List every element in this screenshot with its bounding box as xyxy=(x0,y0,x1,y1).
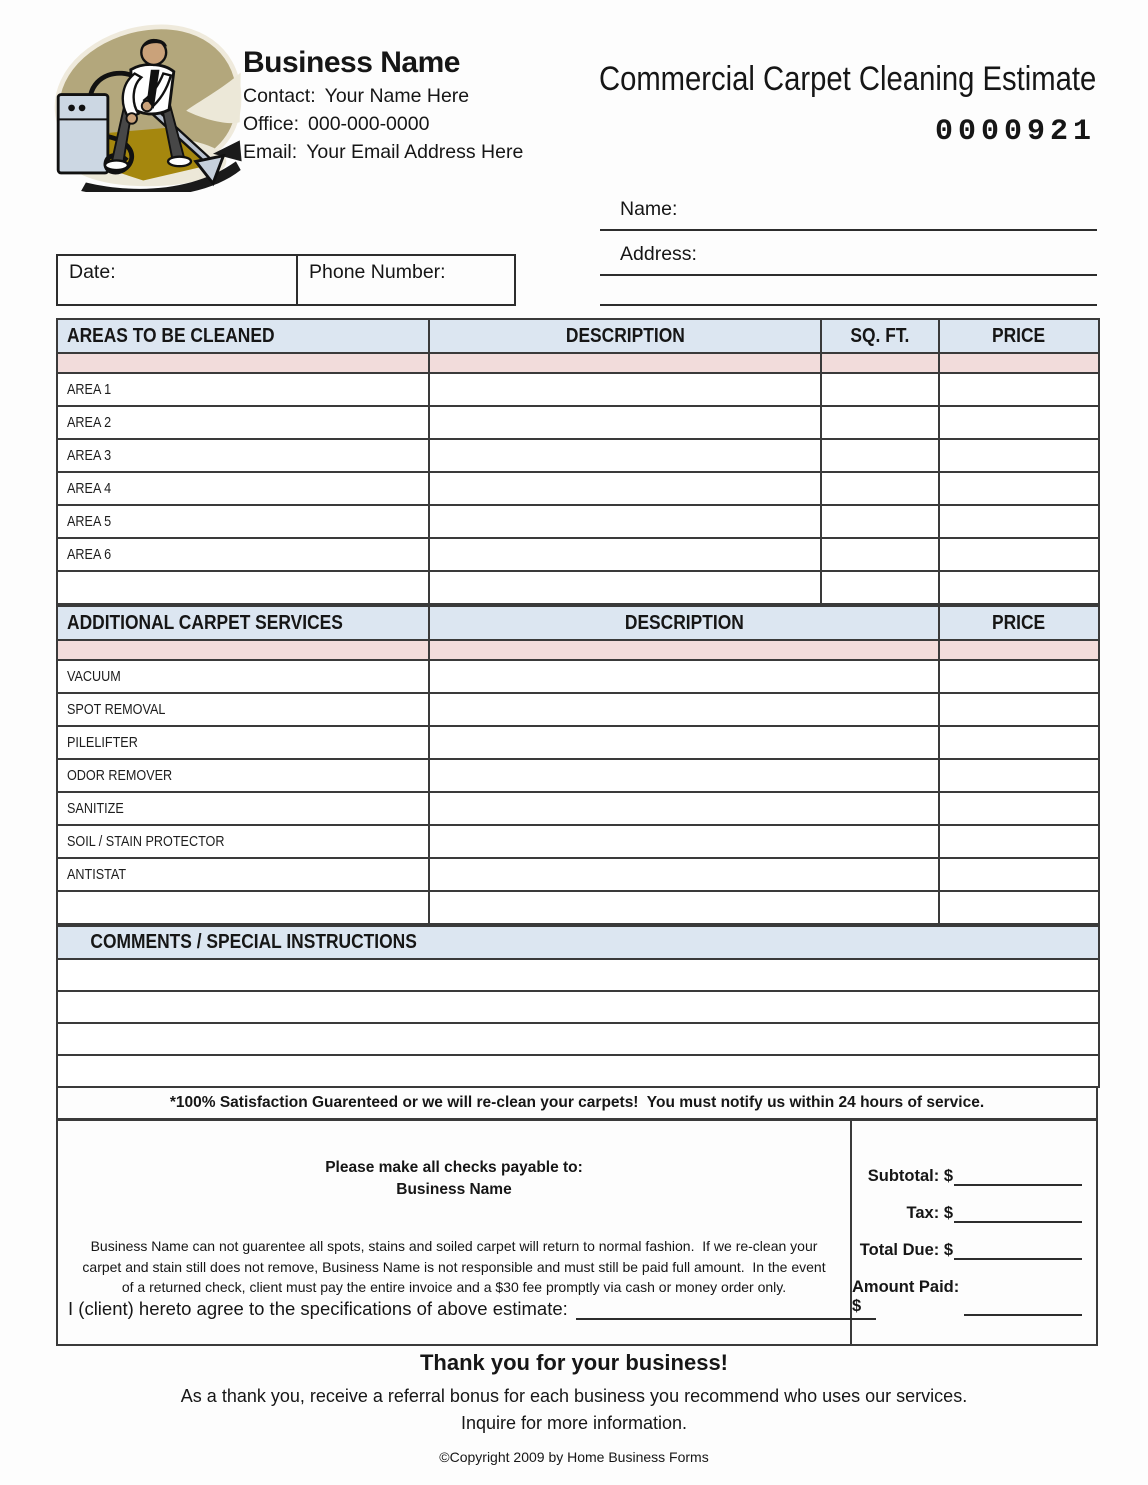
contact-value: Your Name Here xyxy=(324,85,470,107)
service-row-odor-remover: ODOR REMOVER xyxy=(57,759,1099,792)
tax-line xyxy=(954,1205,1082,1223)
copyright-notice: ©Copyright 2009 by Home Business Forms xyxy=(439,1449,709,1465)
service-row-vacuum: VACUUM xyxy=(57,660,1099,693)
checks-payable-line1: Please make all checks payable to: xyxy=(325,1159,583,1176)
tax-row xyxy=(852,1204,1096,1223)
price-header-cell: PRICE xyxy=(939,319,1099,353)
name-field-line xyxy=(600,198,1097,231)
area-row-2: AREA 2 xyxy=(57,406,1099,439)
areas-header-row xyxy=(57,319,1099,353)
amount-paid-line xyxy=(964,1298,1082,1316)
area-row-4: AREA 4 xyxy=(57,472,1099,505)
checks-payable-note xyxy=(58,1157,850,1200)
comments-blank-row xyxy=(57,1055,1099,1087)
phone-cell xyxy=(298,256,514,304)
agreement-section xyxy=(56,1119,1098,1346)
referral-bonus-message: As a thank you, receive a referral bonus for each business you recommend who uses our services. xyxy=(180,1386,968,1406)
services-price-header-cell: PRICE xyxy=(939,606,1099,640)
amount-paid-row xyxy=(852,1278,1096,1316)
inquire-message: Inquire for more information. xyxy=(460,1413,688,1433)
sqft-header-cell: SQ. FT. xyxy=(821,319,939,353)
address-label: Address: xyxy=(620,243,697,265)
services-header-cell: ADDITIONAL CARPET SERVICES xyxy=(57,606,429,640)
areas-header-cell: AREAS TO BE CLEANED xyxy=(57,319,429,353)
checks-payable-line2: Business Name xyxy=(396,1180,512,1198)
agreement-left-panel xyxy=(58,1121,852,1344)
services-accent-row xyxy=(57,640,1099,660)
services-header-row xyxy=(57,606,1099,640)
subtotal-line xyxy=(954,1168,1082,1186)
area-row-6: AREA 6 xyxy=(57,538,1099,571)
client-agreement-label: I (client) hereto agree to the specifications of above estimate: xyxy=(68,1298,568,1319)
comments-table xyxy=(56,925,1100,1088)
totals-panel xyxy=(852,1121,1096,1344)
total-due-line xyxy=(954,1242,1082,1260)
area-row-1: AREA 1 xyxy=(57,373,1099,406)
service-row-spot-removal: SPOT REMOVAL xyxy=(57,693,1099,726)
office-label: Office: xyxy=(243,113,299,135)
title-block xyxy=(518,60,1096,149)
areas-accent-row xyxy=(57,353,1099,373)
address-field-line xyxy=(600,243,1097,276)
document-title: Commercial Carpet Cleaning Estimate xyxy=(598,60,1096,98)
thank-you-message: Thank you for your business! xyxy=(419,1350,729,1375)
date-label: Date: xyxy=(69,261,116,283)
subtotal-label: Subtotal: $ xyxy=(867,1167,953,1185)
service-row-blank xyxy=(57,891,1099,924)
signature-line xyxy=(576,1300,876,1320)
comments-header-cell: COMMENTS / SPECIAL INSTRUCTIONS xyxy=(57,926,1099,959)
comments-blank-row xyxy=(57,1023,1099,1055)
phone-label: Phone Number: xyxy=(309,261,446,283)
tax-label: Tax: $ xyxy=(906,1204,953,1222)
date-cell xyxy=(58,256,298,304)
total-due-row xyxy=(852,1241,1096,1260)
client-agreement-line xyxy=(68,1298,876,1320)
contact-line xyxy=(243,85,523,108)
area-row-3: AREA 3 xyxy=(57,439,1099,472)
area-row-blank xyxy=(57,571,1099,604)
total-due-label: Total Due: $ xyxy=(859,1241,953,1259)
business-info xyxy=(243,46,523,164)
email-label: Email: xyxy=(243,141,298,163)
service-row-sanitize: SANITIZE xyxy=(57,792,1099,825)
service-row-soil-stain-protector: SOIL / STAIN PROTECTOR xyxy=(57,825,1099,858)
services-description-header-cell: DESCRIPTION xyxy=(429,606,939,640)
office-value: 000-000-0000 xyxy=(308,113,430,135)
amount-paid-label: Amount Paid: $ xyxy=(852,1278,960,1315)
email-value: Your Email Address Here xyxy=(306,141,524,163)
comments-blank-row xyxy=(57,991,1099,1023)
carpet-cleaner-logo xyxy=(50,20,246,192)
contact-label: Contact: xyxy=(243,85,316,107)
name-label: Name: xyxy=(620,198,678,220)
comments-blank-row xyxy=(57,959,1099,991)
business-name: Business Name xyxy=(243,46,460,79)
service-row-antistat: ANTISTAT xyxy=(57,858,1099,891)
service-row-pilelifter: PILELIFTER xyxy=(57,726,1099,759)
subtotal-row xyxy=(852,1167,1096,1186)
comments-header-row xyxy=(57,926,1099,959)
disclaimer-text: Business Name can not guarentee all spots, stains and soiled carpet will return to normal fashion. If we re-clean your carpet and stain still does not remove, Business Name is not responsible and must still be paid full amount. In the event of a returned check, client must pay the entire invoice and a $30 fee promptly via cash or money order only. xyxy=(82,1238,830,1295)
description-header-cell: DESCRIPTION xyxy=(429,319,821,353)
office-line xyxy=(243,113,523,136)
form-number: 0000921 xyxy=(934,115,1096,149)
email-line xyxy=(243,141,523,164)
services-table xyxy=(56,605,1100,925)
areas-table xyxy=(56,318,1100,605)
area-row-5: AREA 5 xyxy=(57,505,1099,538)
address-blank-line xyxy=(600,281,1097,306)
satisfaction-guarantee-banner: *100% Satisfaction Guarenteed or we will re-clean your carpets! You must notify us within 24 hours of service. xyxy=(56,1086,1098,1120)
date-phone-box xyxy=(56,254,516,306)
